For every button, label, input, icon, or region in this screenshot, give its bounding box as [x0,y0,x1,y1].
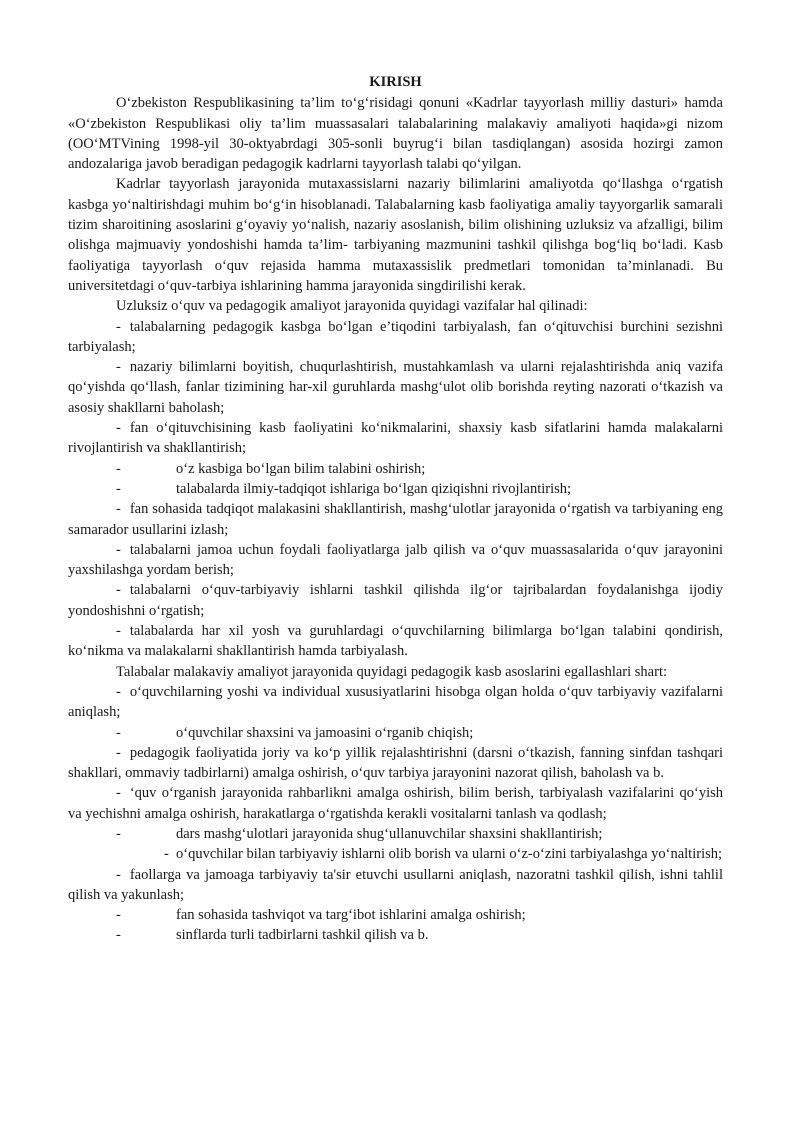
list-item [68,479,723,499]
list-item [68,925,723,945]
list-item-text: talabalarning pedagogik kasbga bo‘lgan e’tiqodini tarbiyalash, fan o‘qituvchisi burchini sezishni tarbiyalash; [68,318,723,355]
paragraph: Uzluksiz o‘quv va pedagogik amaliyot jarayonida quyidagi vazifalar hal qilinadi: [116,298,588,315]
list-item-text: ‘quv o‘rganish jarayonida rahbarlikni amalga oshirish, bilim berish, tarbiyalash vazifalarini qo‘yish va yechishni amalga oshirish, harakatlarga o‘rgatishda kerakli vositalarni tanlash va qodlash; [68,785,723,822]
list-item [68,723,723,743]
list-item-text: fan o‘qituvchisining kasb faoliyatini ko‘nikmalarini, shaxsiy kasb sifatlarini hamda malakalarni rivojlantirish va shakllantirish; [68,420,723,457]
list-item [68,844,723,864]
dash-marker: - [116,420,121,437]
list-item-text: talabalarni jamoa uchun foydali faoliyatlarga jalb qilish va o‘quv muassasalarida o‘quv jarayonini yaxshilashga yordam berish; [68,541,723,579]
dash-marker: - [116,582,121,599]
list-item [68,357,723,418]
dash-marker: - [116,907,121,924]
list-item [68,743,723,784]
dash-marker: - [116,785,121,802]
list-item [68,621,723,662]
dash-marker: - [116,541,121,558]
dash-marker: - [116,480,121,497]
dash-marker: - [116,927,121,944]
list-item [68,783,723,824]
list-item [68,540,723,581]
list-item [68,580,723,621]
dash-marker: - [116,501,121,518]
list-item [68,824,723,844]
list-item-text: o‘quvchilar bilan tarbiyaviy ishlarni olib borish va ularni o‘z-o‘zini tarbiyalashga yo‘naltirish; [176,846,723,863]
list-item-text: o‘z kasbiga bo‘lgan bilim talabini oshirish; [176,460,426,477]
list-item [68,317,723,358]
dash-marker: - [116,683,121,700]
task-list [68,317,723,662]
list-item [68,418,723,459]
list-item-text: fan sohasida tashviqot va targ‘ibot ishlarini amalga oshirish; [176,907,526,924]
requirements-list [68,682,723,946]
list-item-text: fan sohasida tadqiqot malakasini shakllantirish, mashg‘ulotlar jarayonida o‘rgatish va tarbiyaning eng samarador usullarini izlash; [68,501,723,538]
list-item [68,499,723,540]
paragraph: Kadrlar tayyorlash jarayonida mutaxassislarni nazariy bilimlarini amaliyotda qo‘llashga o‘rgatish kasbga yo‘naltirishdagi muhim bo‘g‘in hisoblanadi. Talabalarning kasb faoliyatiga amaliy tayyorgarlik samarali tizim sharoitining asoslarini g‘oyaviy yo‘nalish, nazariy asoslanish, bilim olishining uzluksiz va afzalligi, bilim olishga majmuaviy yondoshishi hamda ta’lim- tarbiyaning mazmunini tashkil qilishga bog‘liq bo‘ladi. Kasb faoliyatiga tayyorlash o‘quv rejasida hamma mutaxassislik predmetlari tomonidan ta’minlanadi. Bu universitetdagi o‘quv-tarbiya ishlarining hamma jarayonida singdirilishi kerak. [68,176,723,294]
list-item [68,459,723,479]
dash-marker: - [116,623,121,640]
dash-marker: - [164,846,169,863]
list-item-text: pedagogik faoliyatida joriy va ko‘p yillik rejalashtirishni (darsni o‘tkazish, fanning sinfdan tashqari shakllari, ommaviy tadbirlarni) amalga oshirish, o‘quv tarbiya jarayonini nazorat qilish, baholash va b. [68,744,723,782]
list-item-text: faollarga va jamoaga tarbiyaviy ta'sir etuvchi usullarni aniqlash, nazoratni tashkil qilish, ishni tahlil qilish va yakunlash; [68,866,723,903]
page-title: KIRISH [369,74,422,90]
paragraph: O‘zbekiston Respublikasining ta’lim to‘g‘risidagi qonuni «Kadrlar tayyorlash milliy dasturi» hamda «O‘zbekiston Respublikasi oliy ta’lim muassasalari talabalarining malakaviy amaliyoti haqida»gi nizom (OO‘MTVining 1998-yil 30-oktyabrdagi 305-sonli buyrug‘i bilan tasdiqlangan) asosida hozirgi zamon andozalariga javob beradigan pedagogik kadrlarni tayyorlash talabi qo‘yilgan. [68,95,723,173]
list-item-text: o‘quvchilarning yoshi va individual xususiyatlarini hisobga olgan holda o‘quv tarbiyaviy vazifalarni aniqlash; [68,683,723,721]
dash-marker: - [116,359,121,376]
list-item [68,905,723,925]
list-item-text: nazariy bilimlarni boyitish, chuqurlashtirish, mustahkamlash va ularni rejalashtirishda aniq vazifa qo‘yishda qo‘llash, fanlar tizimining har-xil guruhlarda mashg‘ulot olib borishda reyting nazorati o‘tkazish va asosiy shakllarni baholash; [68,359,723,416]
list-item-text: talabalarni o‘quv-tarbiyaviy ishlarni tashkil qilishda ilg‘or tajribalardan foydalanishga ijodiy yondoshishni o‘rgatish; [68,582,723,619]
list-item-text: dars mashg‘ulotlari jarayonida shug‘ullanuvchilar shaxsini shakllantirish; [176,825,603,842]
dash-marker: - [116,460,121,477]
dash-marker: - [116,825,121,842]
list-item-text: talabalarda ilmiy-tadqiqot ishlariga bo‘lgan qiziqishni rivojlantirish; [176,480,572,497]
dash-marker: - [116,866,121,883]
paragraph: Talabalar malakaviy amaliyot jarayonida quyidagi pedagogik kasb asoslarini egallashlari shart: [116,663,668,680]
list-item-text: sinflarda turli tadbirlarni tashkil qilish va b. [176,927,429,944]
list-item [68,865,723,906]
list-item [68,682,723,723]
list-item-text: talabalarda har xil yosh va guruhlardagi o‘quvchilarning bilimlarga bo‘lgan talabini qondirish, ko‘nikma va malakalarni shakllantirish hamda tarbiyalash. [68,623,723,660]
list-item-text: o‘quvchilar shaxsini va jamoasini o‘rganib chiqish; [176,724,474,741]
document-page [68,72,723,946]
dash-marker: - [116,318,121,335]
dash-marker: - [116,724,121,741]
dash-marker: - [116,744,121,761]
